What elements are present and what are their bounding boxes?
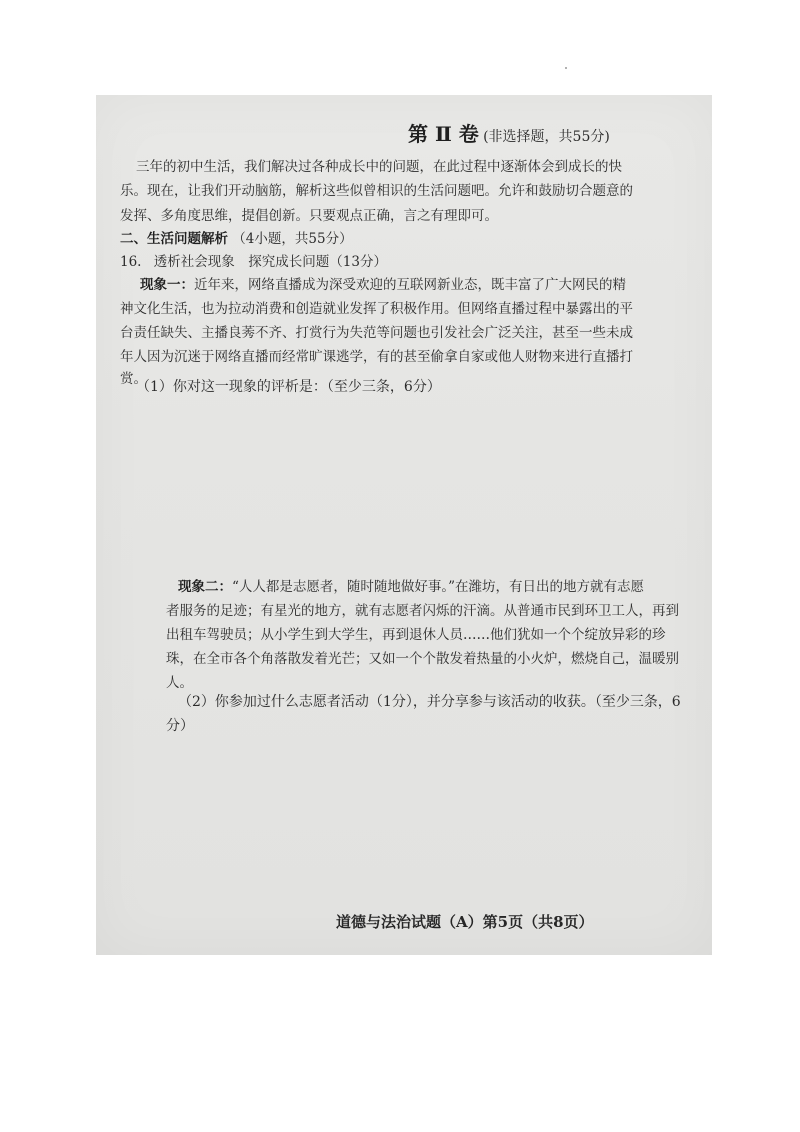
- section-header: [408, 122, 610, 149]
- phenomenon-1-line-1: [140, 277, 626, 293]
- sub-question-1: （1）你对这一现象的评析是：（至少三条，6分）: [136, 379, 441, 395]
- part-heading: [120, 231, 353, 247]
- phenomenon-1-text-1: 近年来，网络直播成为深受欢迎的互联网新业态，既丰富了广大网民的精: [194, 277, 626, 293]
- intro-line-3: 发挥、多角度思维，提倡创新。只要观点正确，言之有理即可。: [120, 208, 498, 224]
- section-title: 第 Ⅱ 卷: [408, 122, 479, 146]
- part-heading-note: （4小题，共55分）: [232, 231, 353, 247]
- phenomenon-1-line-3: 台责任缺失、主播良莠不齐、打赏行为失范等问题也引发社会广泛关注，甚至一些未成: [120, 325, 633, 341]
- question-16-heading: [120, 254, 387, 270]
- question-number: 16.: [120, 254, 142, 270]
- phenomenon-2-label: 现象二：: [178, 579, 232, 595]
- sub-question-2-line-1: （2）你参加过什么志愿者活动（1分），并分享参与该活动的收获。（至少三条，6: [178, 694, 681, 710]
- intro-line-2: 乐。现在，让我们开动脑筋，解析这些似曾相识的生活问题吧。允许和鼓励切合题意的: [120, 183, 633, 199]
- phenomenon-2-line-4: 珠，在全市各个角落散发着光芒；又如一个个散发着热量的小火炉，燃烧自己，温暖别: [166, 651, 679, 667]
- sub-question-2-line-2: 分）: [166, 718, 194, 734]
- phenomenon-1-line-2: 神文化生活，也为拉动消费和创造就业发挥了积极作用。但网络直播过程中暴露出的平: [120, 301, 633, 317]
- part-heading-title: 二、生活问题解析: [120, 231, 228, 247]
- phenomenon-2-line-5: 人。: [166, 675, 193, 691]
- page-footer: 道德与法治试题（A）第5页（共8页）: [336, 913, 594, 931]
- phenomenon-2-line-3: 出租车驾驶员；从小学生到大学生，再到退休人员……他们犹如一个个绽放异彩的珍: [166, 627, 666, 643]
- exam-page-photo: [96, 95, 712, 955]
- question-16-title: 透析社会现象 探究成长问题（13分）: [153, 254, 387, 270]
- phenomenon-1-line-5: 赏。: [120, 371, 147, 387]
- phenomenon-1-line-4: 年人因为沉迷于网络直播而经常旷课逃学，有的甚至偷拿自家或他人财物来进行直播打: [120, 349, 633, 365]
- phenomenon-2-line-1: [178, 579, 644, 595]
- section-subtitle: (非选择题，共55分): [483, 129, 610, 145]
- paper-speck: [565, 67, 567, 69]
- phenomenon-1-label: 现象一：: [140, 277, 194, 293]
- intro-line-1: 三年的初中生活，我们解决过各种成长中的问题，在此过程中逐渐体会到成长的快: [136, 159, 622, 175]
- phenomenon-2-text-1: “人人都是志愿者，随时随地做好事。”在潍坊，有日出的地方就有志愿: [232, 579, 645, 595]
- phenomenon-2-line-2: 者服务的足迹；有星光的地方，就有志愿者闪烁的汗滴。从普通市民到环卫工人，再到: [166, 603, 679, 619]
